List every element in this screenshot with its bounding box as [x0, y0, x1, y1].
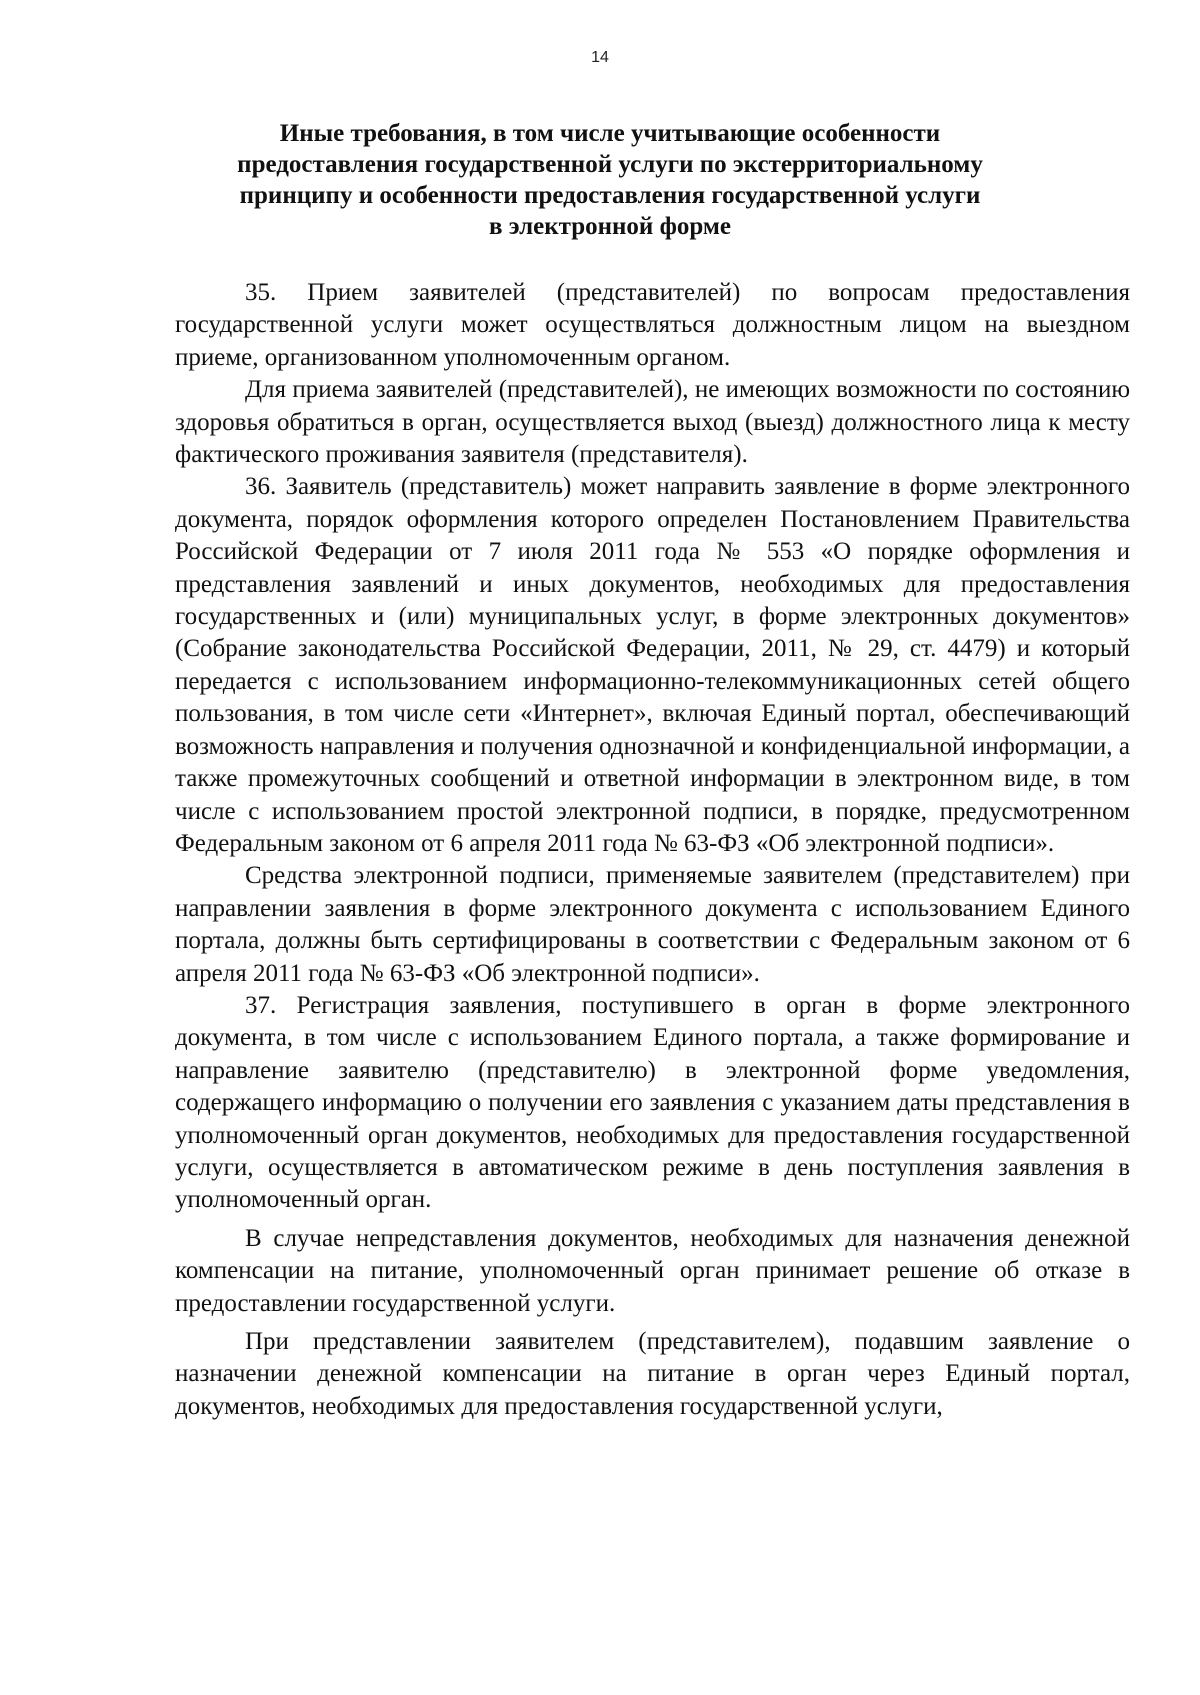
paragraph-35: 35. Прием заявителей (представителей) по вопросам предоставления государственной услуги может осуществляться должностным лицом на выездном приеме, организованном уполномоченным органом.	[175, 279, 1130, 371]
paragraph-35-second: Для приема заявителей (представителей), не имеющих возможности по состоянию здоровья обратиться в орган, осуществляется выход (выезд) должностного лица к месту фактического проживания заявителя (представителя).	[175, 376, 1130, 469]
paragraph-37-third: При представлении заявителем (представителем), подавшим заявление о назначении денежной компенсации на питание в орган через Единый портал, документов, необходимых для предоставления государственной услуги,	[175, 1328, 1130, 1420]
paragraph-36: 36. Заявитель (представитель) может направить заявление в форме электронного документа, порядок оформления которого определен Постановлением Правительства Российской Федерации от 7 июля 2011 года № 553 «О порядке оформления и представления заявлений и иных документов, необходимых для предоставления государственных и (или) муниципальных услуг, в форме электронных документов» (Собрание законодательства Российской Федерации, 2011, № 29, ст. 4479) и который передается с использованием информационно-телекоммуникационных сетей общего пользования, в том числе сети «Интернет», включая Единый портал, обеспечивающий возможность направления и получения однозначной и конфиденциальной информации, а также промежуточных сообщений и ответной информации в электронном виде, в том числе с использованием простой электронной подписи, в порядке, предусмотренном Федеральным законом от 6 апреля 2011 года № 63-ФЗ «Об электронной подписи».	[175, 473, 1130, 857]
paragraph-36-second: Средства электронной подписи, применяемые заявителем (представителем) при направлении заявления в форме электронного документа с использованием Единого портала, должны быть сертифицированы в соответствии с Федеральным законом от 6 апреля 2011 года № 63-ФЗ «Об электронной подписи».	[175, 862, 1130, 987]
section-heading: Иные требования, в том числе учитывающие особенности предоставления государственной услуги по экстерриториальному принципу и особенности предоставления государственной услуги в электронной форме	[237, 120, 983, 240]
page-number: 14	[591, 49, 609, 66]
paragraph-37-second: В случае непредставления документов, необходимых для назначения денежной компенсации на питание, уполномоченный орган принимает решение об отказе в предоставлении государственной услуги.	[175, 1224, 1130, 1317]
paragraph-37: 37. Регистрация заявления, поступившего в орган в форме электронного документа, в том числе с использованием Единого портала, а также формирование и направление заявителю (представителю) в электронной форме уведомления, содержащего информацию о получении его заявления с указанием даты представления в уполномоченный орган документов, необходимых для предоставления государственной услуги, осуществляется в автоматическом режиме в день поступления заявления в уполномоченный орган.	[175, 991, 1130, 1214]
document-body	[175, 277, 1130, 1423]
